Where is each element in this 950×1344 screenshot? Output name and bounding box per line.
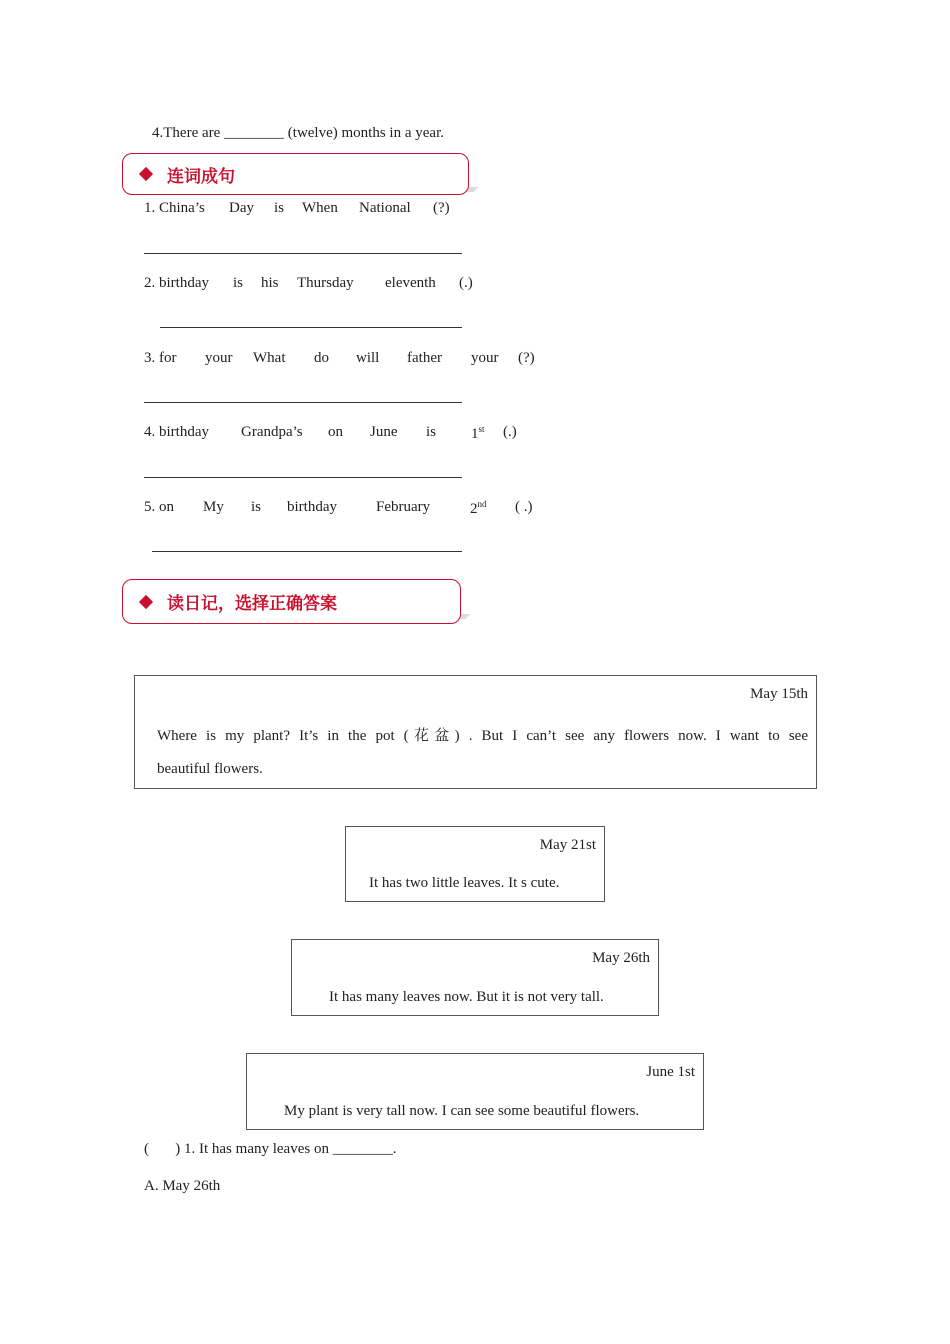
punctuation: (?) xyxy=(433,200,450,216)
word: is xyxy=(251,499,262,515)
diary-date: June 1st xyxy=(646,1064,695,1080)
punctuation: (.) xyxy=(503,424,517,440)
option-a[interactable]: A. May 26th xyxy=(144,1178,221,1194)
word: your xyxy=(471,350,499,366)
word: is xyxy=(233,275,244,291)
word: February xyxy=(376,499,431,515)
diary-text-line: beautiful flowers. xyxy=(157,761,263,777)
section-title: 连词成句 xyxy=(167,166,235,187)
diamond-bullet-icon xyxy=(139,167,153,181)
word: National xyxy=(359,200,411,216)
word: My xyxy=(203,499,224,515)
word: is xyxy=(274,200,285,216)
section-title: 读日记，选择正确答案 xyxy=(167,594,337,614)
section-heading-diary xyxy=(122,579,461,624)
punctuation: (.) xyxy=(459,275,473,291)
word: will xyxy=(356,350,380,366)
answer-line[interactable] xyxy=(152,551,462,552)
word: eleventh xyxy=(385,275,436,291)
diary-entry-may-26 xyxy=(291,939,659,1016)
section-heading-word-order xyxy=(122,153,469,195)
diary-date: May 21st xyxy=(539,837,596,853)
diary-date: May 15th xyxy=(750,686,808,702)
word: When xyxy=(302,200,338,216)
fill-in-sentence-4: 4.There are ________ (twelve) months in a year. xyxy=(152,125,444,141)
word: 3. for xyxy=(144,350,177,366)
diary-entry-may-15 xyxy=(134,675,817,789)
punctuation: ( .) xyxy=(515,499,533,515)
diary-date: May 26th xyxy=(592,950,650,966)
question-1: ( ) 1. It has many leaves on ________. xyxy=(144,1141,397,1157)
word: 2. birthday xyxy=(144,275,209,291)
diary-text-line: Where is my plant? It’s in the pot (花盆) . But I can’t see any flowers now. I want to see xyxy=(157,728,808,744)
word: Thursday xyxy=(297,275,354,291)
word: 4. birthday xyxy=(144,424,209,440)
diamond-bullet-icon xyxy=(139,594,153,608)
diary-text-line: It has two little leaves. It s cute. xyxy=(369,875,560,891)
word: Grandpa’s xyxy=(241,424,303,440)
word: 5. on xyxy=(144,499,174,515)
answer-line[interactable] xyxy=(160,327,462,328)
word: is xyxy=(426,424,437,440)
punctuation: (?) xyxy=(518,350,535,366)
word: 1. China’s xyxy=(144,200,205,216)
word: birthday xyxy=(287,499,337,515)
word: do xyxy=(314,350,329,366)
diary-entry-may-21 xyxy=(345,826,605,902)
word: his xyxy=(261,275,279,291)
word: your xyxy=(205,350,233,366)
diary-entry-june-1 xyxy=(246,1053,704,1130)
ordinal: 1st xyxy=(471,424,485,442)
word: June xyxy=(370,424,398,440)
word: father xyxy=(407,350,442,366)
diary-text-line: My plant is very tall now. I can see some beautiful flowers. xyxy=(284,1103,640,1119)
diary-text-line: It has many leaves now. But it is not very tall. xyxy=(329,989,604,1005)
answer-line[interactable] xyxy=(144,402,462,403)
word: Day xyxy=(229,200,254,216)
answer-line[interactable] xyxy=(144,477,462,478)
ordinal: 2nd xyxy=(470,499,487,517)
word: What xyxy=(253,350,286,366)
word: on xyxy=(328,424,343,440)
answer-line[interactable] xyxy=(144,253,462,254)
